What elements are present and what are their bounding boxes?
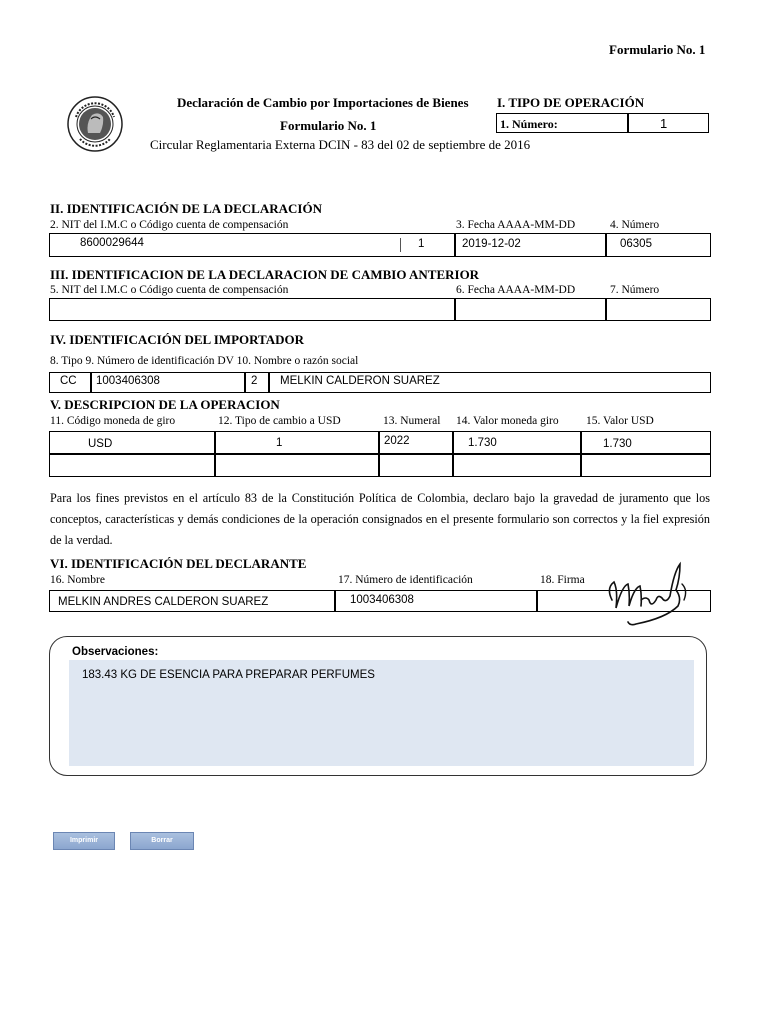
importer-id-value[interactable]: 1003406308 bbox=[96, 375, 160, 387]
divider bbox=[378, 431, 380, 477]
declarant-id-label: 17. Número de identificación bbox=[338, 574, 473, 586]
declaration-id-row bbox=[49, 233, 711, 257]
section-5-title: V. DESCRIPCION DE LA OPERACION bbox=[50, 397, 280, 412]
importer-name-value[interactable]: MELKIN CALDERON SUAREZ bbox=[280, 375, 440, 387]
nit-value[interactable]: 8600029644 bbox=[80, 237, 144, 249]
section-2-title: II. IDENTIFICACIÓN DE LA DECLARACIÓN bbox=[50, 201, 322, 216]
declaration-text: Para los fines previstos en el artículo 83 de la Constitución Política de Colombia, declaro bajo la gravedad de juramento que los conceptos, características y demás condiciones de la operación consignados en el presente formulario son correctos y la fiel expresión de la verdad. bbox=[50, 491, 710, 547]
importer-labels: 8. Tipo 9. Número de identificación DV 10. Nombre o razón social bbox=[50, 355, 359, 367]
divider bbox=[452, 431, 454, 477]
signature-label: 18. Firma bbox=[540, 574, 585, 586]
banco-republica-seal-logo bbox=[66, 95, 124, 153]
observations-title: Observaciones: bbox=[72, 646, 159, 658]
numero-value[interactable]: 06305 bbox=[620, 238, 652, 250]
divider bbox=[268, 372, 270, 393]
valor-usd-label: 15. Valor USD bbox=[586, 415, 654, 427]
prev-fecha-field[interactable] bbox=[457, 300, 603, 319]
section-6-title: VI. IDENTIFICACIÓN DEL DECLARANTE bbox=[50, 556, 307, 571]
declarant-id-value[interactable]: 1003406308 bbox=[350, 594, 414, 606]
divider bbox=[214, 431, 216, 477]
divider bbox=[49, 453, 711, 455]
prev-nit-field[interactable] bbox=[52, 300, 452, 319]
importer-dv-value[interactable]: 2 bbox=[251, 375, 258, 387]
divider bbox=[627, 113, 629, 133]
moneda-value[interactable]: USD bbox=[88, 438, 113, 450]
declarant-name-value[interactable]: MELKIN ANDRES CALDERON SUAREZ bbox=[58, 596, 269, 608]
declarant-name-label: 16. Nombre bbox=[50, 574, 105, 586]
moneda-label: 11. Código moneda de giro bbox=[50, 415, 176, 427]
section-4-title: IV. IDENTIFICACIÓN DEL IMPORTADOR bbox=[50, 332, 305, 347]
nit-label: 2. NIT del I.M.C o Código cuenta de compensación bbox=[50, 219, 289, 231]
divider bbox=[605, 298, 607, 321]
prev-numero-field[interactable] bbox=[608, 300, 708, 319]
print-button[interactable]: Imprimir bbox=[53, 832, 115, 850]
prev-fecha-label: 6. Fecha AAAA-MM-DD bbox=[456, 284, 576, 296]
tipo-operacion-title: I. TIPO DE OPERACIÓN bbox=[497, 95, 645, 110]
form-subtitle: Formulario No. 1 bbox=[280, 118, 377, 133]
divider bbox=[334, 590, 336, 612]
form-title: Declaración de Cambio por Importaciones de Bienes bbox=[177, 95, 469, 110]
circular-reference: Circular Reglamentaria Externa DCIN - 83 del 02 de septiembre de 2016 bbox=[150, 137, 531, 152]
divider bbox=[536, 590, 538, 612]
cambio-value[interactable]: 1 bbox=[276, 437, 283, 449]
observations-text: 183.43 KG DE ESENCIA PARA PREPARAR PERFUMES bbox=[82, 669, 375, 681]
divider bbox=[400, 238, 401, 252]
clear-button[interactable]: Borrar bbox=[130, 832, 194, 850]
divider bbox=[454, 233, 456, 257]
numeral-value[interactable]: 2022 bbox=[384, 435, 410, 447]
valor-giro-value[interactable]: 1.730 bbox=[468, 437, 497, 449]
section-3-title: III. IDENTIFICACION DE LA DECLARACION DE CAMBIO ANTERIOR bbox=[50, 267, 480, 282]
nit-dv-value[interactable]: 1 bbox=[418, 238, 425, 250]
form-number-top: Formulario No. 1 bbox=[609, 42, 706, 57]
valor-usd-value[interactable]: 1.730 bbox=[603, 438, 632, 450]
divider bbox=[605, 233, 607, 257]
valor-giro-label: 14. Valor moneda giro bbox=[456, 415, 559, 427]
handwritten-signature bbox=[596, 560, 706, 630]
divider bbox=[580, 431, 582, 477]
prev-nit-label: 5. NIT del I.M.C o Código cuenta de compensación bbox=[50, 284, 289, 296]
tipo-operacion-value[interactable]: 1 bbox=[660, 116, 668, 131]
divider bbox=[244, 372, 246, 393]
fecha-value[interactable]: 2019-12-02 bbox=[462, 238, 521, 250]
divider bbox=[90, 372, 92, 393]
divider bbox=[454, 298, 456, 321]
prev-numero-label: 7. Número bbox=[610, 284, 660, 296]
numero-label: 4. Número bbox=[610, 219, 660, 231]
importer-tipo-value[interactable]: CC bbox=[60, 375, 77, 387]
cambio-label: 12. Tipo de cambio a USD bbox=[218, 415, 341, 427]
numeral-label: 13. Numeral bbox=[383, 415, 441, 427]
fecha-label: 3. Fecha AAAA-MM-DD bbox=[456, 219, 576, 231]
tipo-operacion-label: 1. Número: bbox=[500, 117, 558, 131]
